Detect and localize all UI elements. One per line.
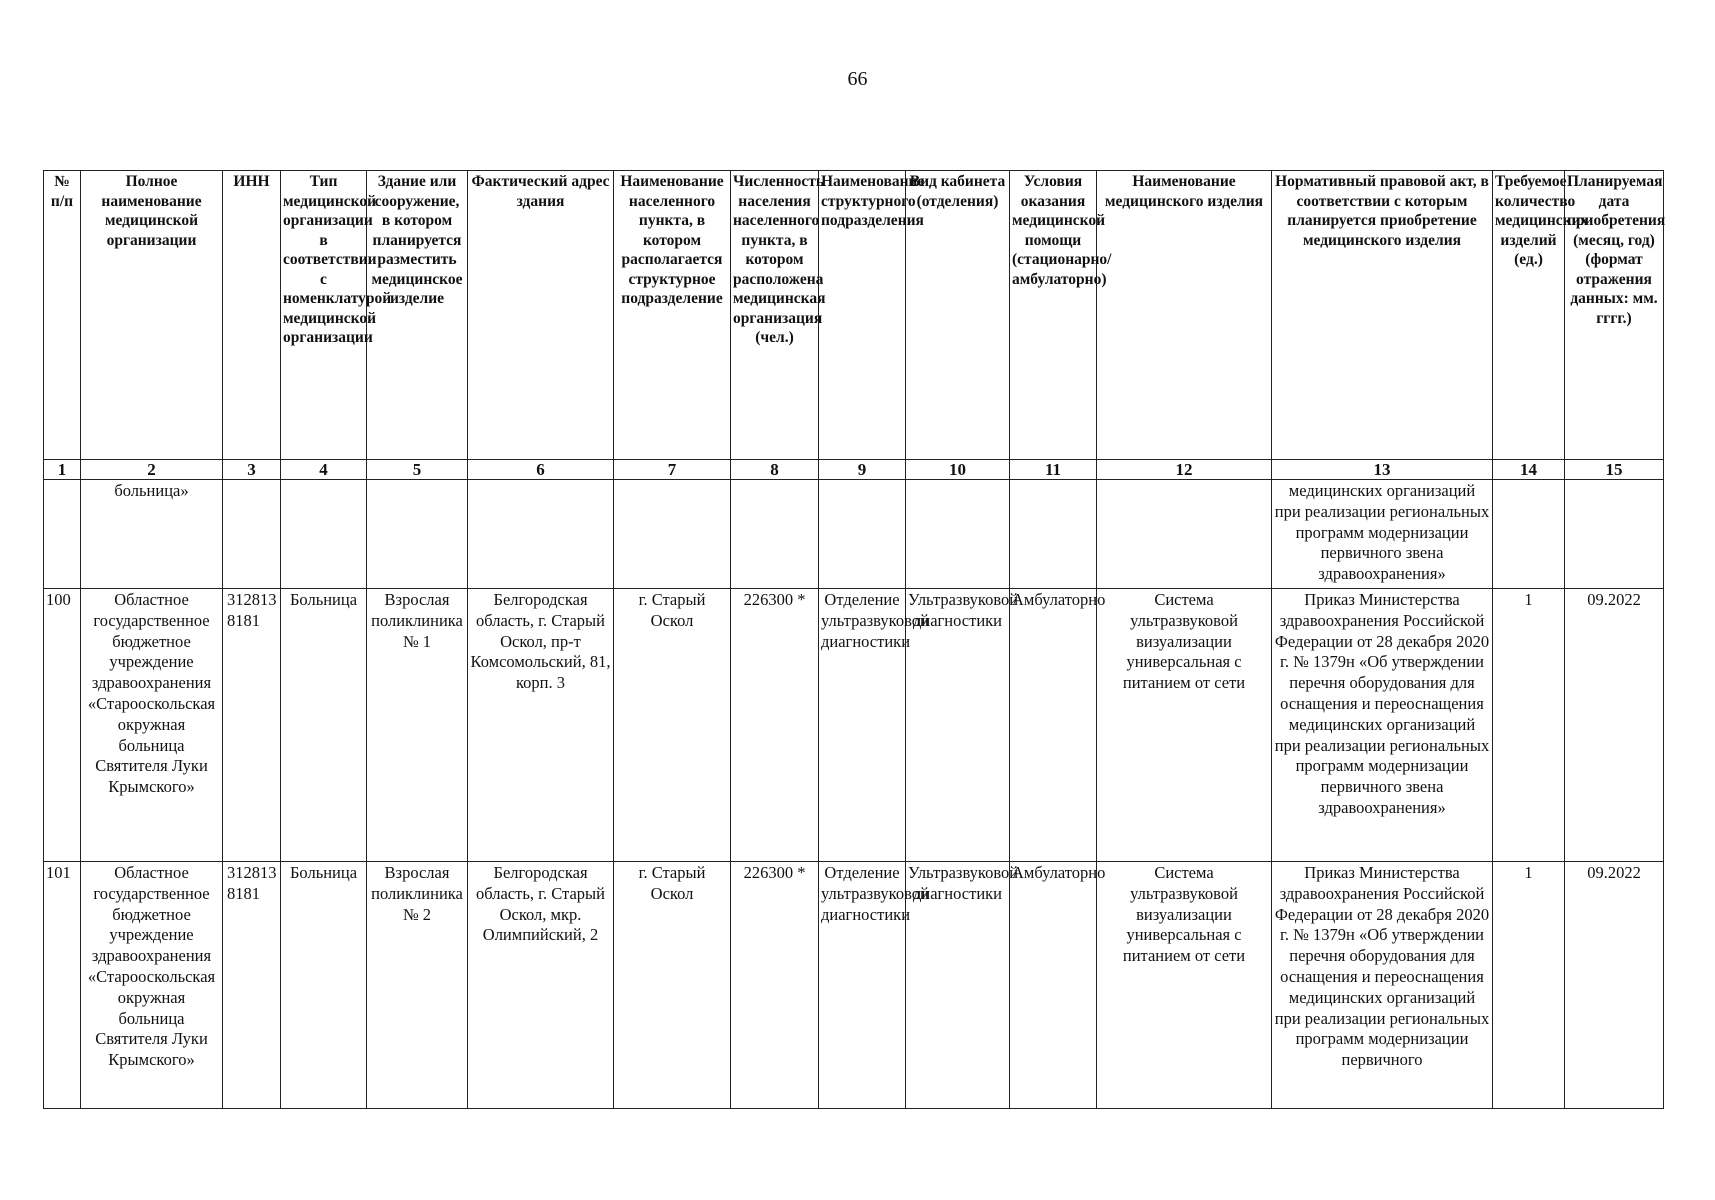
column-number: 4 (281, 460, 367, 480)
address-cell: Белгородская область, г. Старый Оскол, пр-т Комсомольский, 81, корп. 3 (468, 589, 614, 862)
settlement-cell: г. Старый Оскол (614, 862, 731, 1109)
column-number: 1 (44, 460, 81, 480)
org-type-cell: Больница (281, 862, 367, 1109)
legal-act-text: Приказ Министерства здравоохранения Российской Федерации от 28 декабря 2020 г. № 1379н «Об утверждении перечня оборудования для оснащения и переоснащения медицинских организаций при реализации региональных программ модернизации первичного (1274, 863, 1490, 1070)
inn-cell: 3128138181 (223, 589, 281, 862)
legal-act-cell: медицинских организаций при реализации региональных программ модернизации первичного звена здравоохранения» (1272, 480, 1493, 589)
unit-cell: Отделение ультразвуковой диагностики (819, 589, 906, 862)
header-cell: Полное наименование медицинской организации (81, 171, 223, 460)
inn-cell: 3128138181 (223, 862, 281, 1109)
column-number: 9 (819, 460, 906, 480)
registry-table (43, 170, 1664, 1109)
settlement-cell: г. Старый Оскол (614, 589, 731, 862)
date-cell: 09.2022 (1565, 589, 1664, 862)
date-cell: 09.2022 (1565, 862, 1664, 1109)
header-cell: Планируемая дата приобретения (месяц, год) (формат отражения данных: мм. гггг.) (1565, 171, 1664, 460)
address-cell: Белгородская область, г. Старый Оскол, мкр. Олимпийский, 2 (468, 862, 614, 1109)
header-cell: Тип медицинской организации в соответствии с номенклатурой медицинской организации (281, 171, 367, 460)
org-name-cell: больница» (81, 480, 223, 589)
column-number: 3 (223, 460, 281, 480)
population-cell: 226300 * (731, 862, 819, 1109)
row-number-cell: 100 (44, 589, 81, 862)
device-cell: Система ультразвуковой визуализации универсальная с питанием от сети (1097, 589, 1272, 862)
column-number: 2 (81, 460, 223, 480)
conditions-cell: Амбулаторно (1010, 862, 1097, 1109)
org-type-cell: Больница (281, 589, 367, 862)
column-number: 5 (367, 460, 468, 480)
org-name-cell: Областное государственное бюджетное учреждение здравоохранения «Старооскольская окружная больница Святителя Луки Крымского» (81, 862, 223, 1109)
header-cell: Здание или сооружение, в котором планируется разместить медицинское изделие (367, 171, 468, 460)
cabinet-cell: Ультразвуковой диагностики (906, 862, 1010, 1109)
page-number: 66 (847, 68, 868, 90)
header-cell: ИНН (223, 171, 281, 460)
header-cell: Наименование структурного подразделения (819, 171, 906, 460)
column-number: 12 (1097, 460, 1272, 480)
column-number: 6 (468, 460, 614, 480)
column-number: 8 (731, 460, 819, 480)
population-cell: 226300 * (731, 589, 819, 862)
header-cell: Наименование медицинского изделия (1097, 171, 1272, 460)
header-row (44, 171, 1664, 460)
unit-cell: Отделение ультразвуковой диагностики (819, 862, 906, 1109)
header-cell: Наименование населенного пункта, в котором располагается структурное подразделение (614, 171, 731, 460)
building-cell: Взрослая поликлиника № 2 (367, 862, 468, 1109)
header-cell: Условия оказания медицинской помощи (стационарно/ амбулаторно) (1010, 171, 1097, 460)
header-cell: Нормативный правовой акт, в соответствии с которым планируется приобретение медицинского изделия (1272, 171, 1493, 460)
column-number: 15 (1565, 460, 1664, 480)
conditions-cell: Амбулаторно (1010, 589, 1097, 862)
header-cell: № п/п (44, 171, 81, 460)
header-cell: Численность населения населенного пункта, в котором расположена медицинская организация (чел.) (731, 171, 819, 460)
legal-act-cell (1272, 862, 1493, 1109)
quantity-cell: 1 (1493, 862, 1565, 1109)
header-cell: Фактический адрес здания (468, 171, 614, 460)
column-number: 13 (1272, 460, 1493, 480)
table-row (44, 589, 1664, 862)
column-number: 14 (1493, 460, 1565, 480)
table-row-continuation (44, 480, 1664, 589)
header-cell: Вид кабинета (отделения) (906, 171, 1010, 460)
column-number-row (44, 460, 1664, 480)
cabinet-cell: Ультразвуковой диагностики (906, 589, 1010, 862)
table-row (44, 862, 1664, 1109)
device-cell: Система ультразвуковой визуализации универсальная с питанием от сети (1097, 862, 1272, 1109)
column-number: 11 (1010, 460, 1097, 480)
quantity-cell: 1 (1493, 589, 1565, 862)
header-cell: Требуемое количество медицинских изделий (ед.) (1493, 171, 1565, 460)
building-cell: Взрослая поликлиника № 1 (367, 589, 468, 862)
org-name-cell: Областное государственное бюджетное учреждение здравоохранения «Старооскольская окружная больница Святителя Луки Крымского» (81, 589, 223, 862)
column-number: 10 (906, 460, 1010, 480)
row-number-cell: 101 (44, 862, 81, 1109)
legal-act-cell: Приказ Министерства здравоохранения Российской Федерации от 28 декабря 2020 г. № 1379н «Об утверждении перечня оборудования для оснащения и переоснащения медицинских организаций при реализации региональных программ модернизации первичного звена здравоохранения» (1272, 589, 1493, 862)
column-number: 7 (614, 460, 731, 480)
